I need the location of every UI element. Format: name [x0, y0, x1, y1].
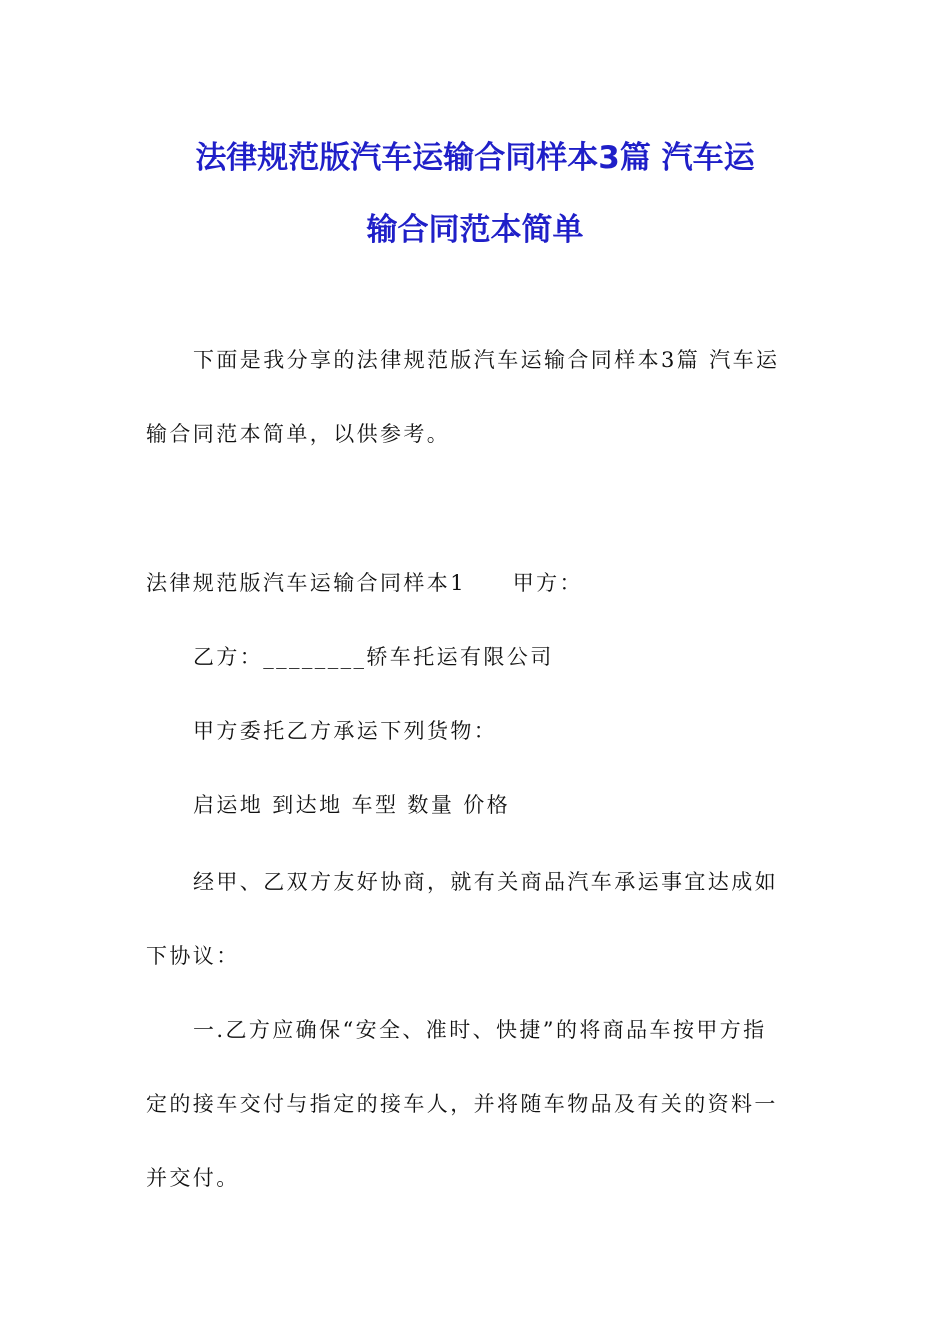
sample-heading: 法律规范版汽车运输合同样本1 甲方： [146, 571, 583, 595]
intro-paragraph-line-2: 输合同范本简单，以供参考。 [146, 422, 451, 446]
clause-1-line-3: 并交付。 [146, 1166, 240, 1190]
agreement-paragraph-line-1: 经甲、乙双方友好协商，就有关商品汽车承运事宜达成如 [193, 870, 778, 894]
goods-columns-line: 启运地 到达地 车型 数量 价格 [193, 793, 511, 817]
document-title-line-1: 法律规范版汽车运输合同样本3篇 汽车运 [195, 140, 755, 176]
entrust-line: 甲方委托乙方承运下列货物： [193, 719, 498, 743]
clause-1-line-1: 一.乙方应确保“安全、准时、快捷”的将商品车按甲方指 [193, 1018, 767, 1042]
document-title-line-2: 输合同范本简单 [366, 212, 584, 248]
agreement-paragraph-line-2: 下协议： [146, 944, 240, 968]
party-b-line: 乙方：________轿车托运有限公司 [193, 645, 554, 669]
clause-1-line-2: 定的接车交付与指定的接车人，并将随车物品及有关的资料一 [146, 1092, 778, 1116]
intro-paragraph-line-1: 下面是我分享的法律规范版汽车运输合同样本3篇 汽车运 [193, 348, 780, 372]
